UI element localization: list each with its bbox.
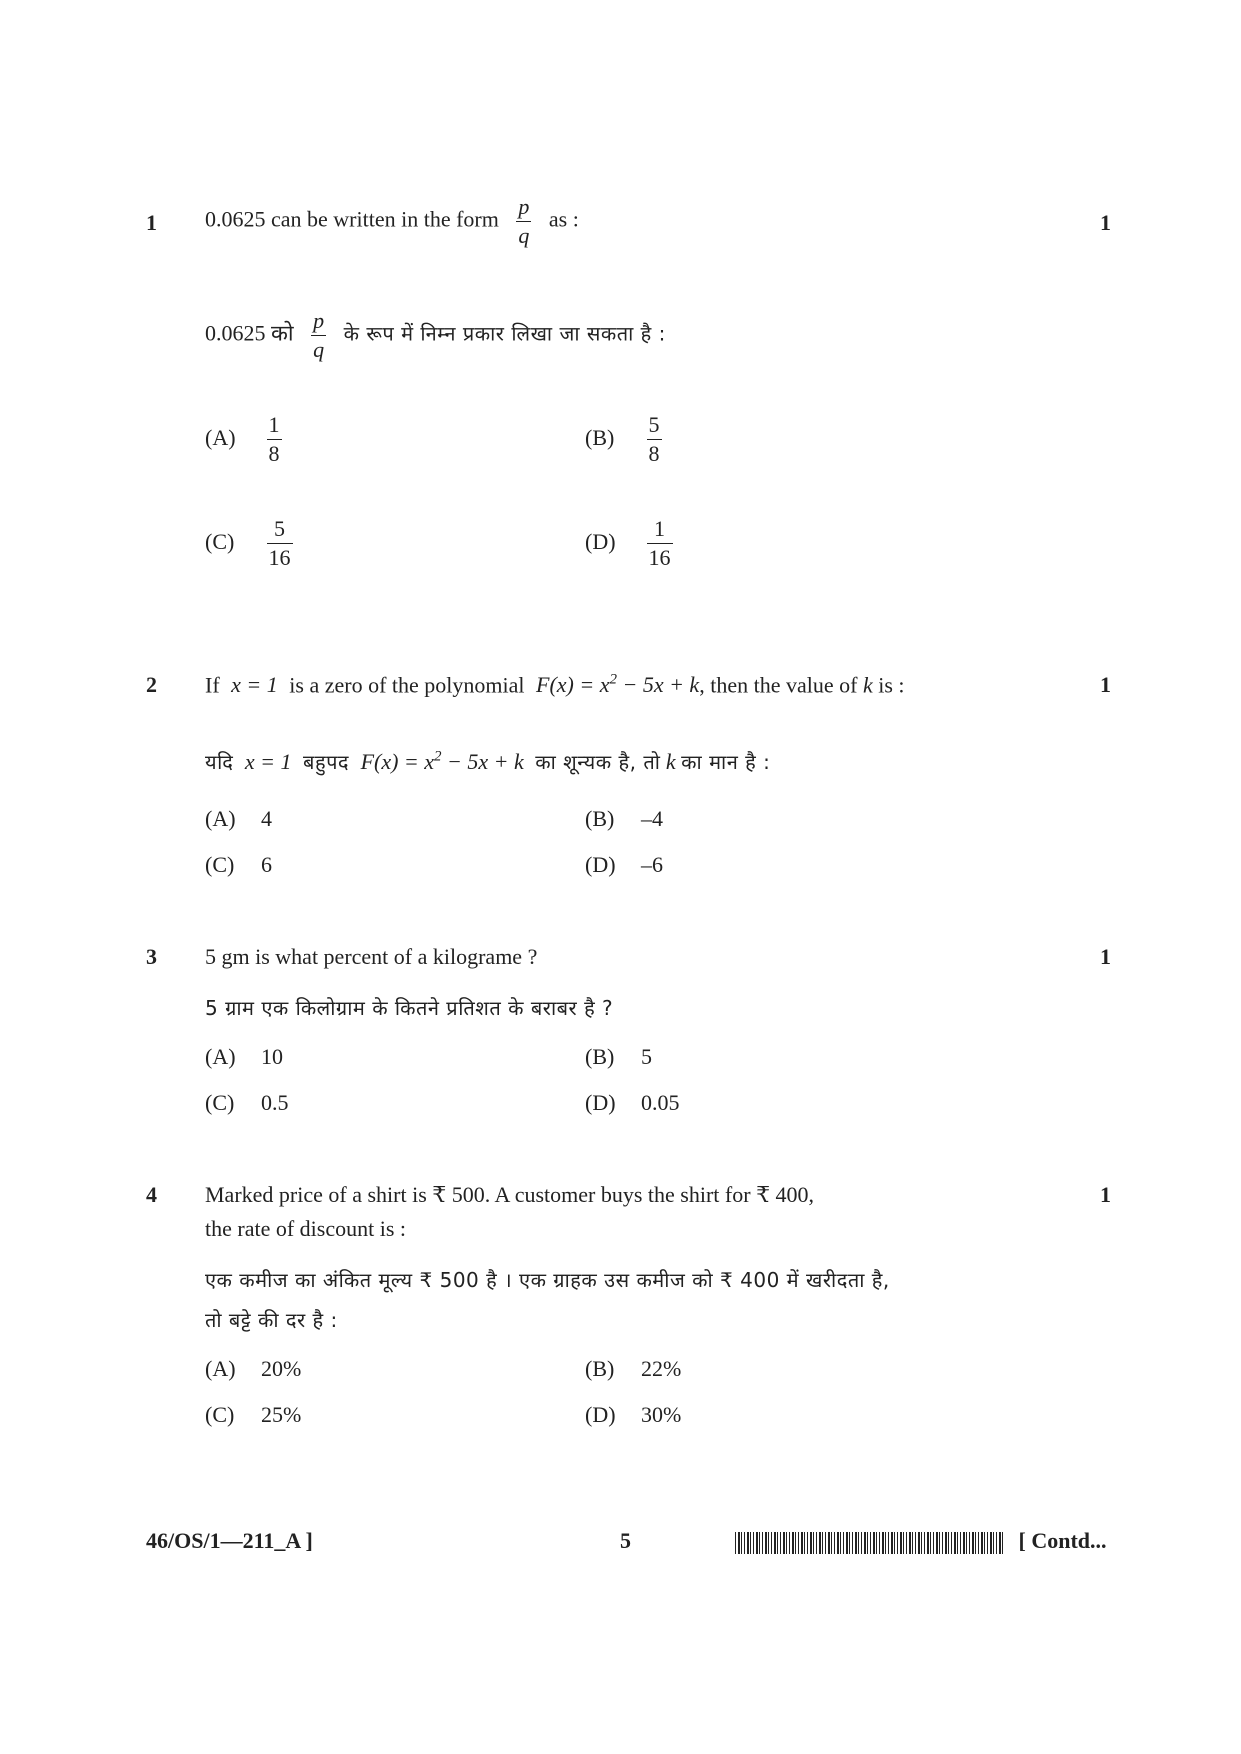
poly-exponent: 2	[434, 748, 442, 765]
option-label: (C)	[205, 852, 235, 877]
question-text: , then the value of	[699, 672, 858, 698]
option-label: (C)	[205, 1402, 235, 1427]
footer-right	[735, 1528, 1107, 1554]
math-variable: k	[862, 672, 873, 698]
option-label: (D)	[585, 852, 616, 877]
question-text: is a zero of the polynomial	[289, 672, 525, 698]
question-text: का मान है :	[681, 750, 771, 774]
fraction-numerator: p	[313, 308, 325, 333]
option-label: (D)	[585, 1090, 616, 1115]
question-text: के रूप में निम्न प्रकार लिखा जा सकता है :	[343, 321, 666, 346]
fraction-numerator: p	[518, 194, 530, 219]
option-label: (B)	[585, 806, 615, 831]
math-condition: x = 1	[244, 749, 292, 774]
option-fraction	[647, 518, 673, 569]
paper-code: 46/OS/1—211_A ]	[146, 1528, 313, 1553]
option-value: 22%	[641, 1356, 682, 1381]
math-variable: k	[665, 749, 676, 774]
question-number: 4	[146, 1182, 157, 1207]
question-text: is :	[878, 672, 905, 698]
fraction-p-over-q	[311, 310, 326, 361]
fraction-p-over-q	[516, 196, 531, 247]
option-value: –6	[641, 852, 663, 877]
question-number: 3	[146, 944, 157, 969]
option-label: (D)	[585, 528, 616, 554]
question-text-en: Marked price of a shirt is ₹ 500. A customer buys the shirt for ₹ 400,	[205, 1182, 815, 1207]
question-number: 1	[146, 210, 157, 235]
option-value: 6	[261, 852, 272, 877]
option-label: (B)	[585, 1044, 615, 1069]
option-d[interactable]	[585, 852, 663, 878]
fraction-numerator: 5	[274, 516, 285, 541]
page-number: 5	[620, 1528, 631, 1553]
fraction-denominator: q	[313, 337, 325, 362]
option-fraction	[267, 414, 282, 465]
question-text-en: 5 gm is what percent of a kilograme ?	[205, 944, 538, 969]
option-c[interactable]	[205, 1090, 289, 1116]
option-label: (A)	[205, 1044, 236, 1069]
option-value: 4	[261, 806, 272, 831]
option-a[interactable]	[205, 1044, 283, 1070]
option-label: (A)	[205, 1356, 236, 1381]
option-b[interactable]	[585, 806, 663, 832]
fraction-numerator: 5	[648, 412, 660, 437]
option-value: 5	[641, 1044, 652, 1069]
question-text-hi	[205, 310, 666, 361]
fraction-numerator: 1	[268, 412, 280, 437]
option-a[interactable]	[205, 806, 272, 832]
option-c[interactable]	[205, 852, 272, 878]
poly-lhs: F(x) = x	[536, 672, 610, 698]
option-label: (C)	[205, 1090, 235, 1115]
option-b[interactable]	[585, 1044, 652, 1070]
fraction-denominator: 16	[648, 545, 671, 570]
math-condition: x = 1	[231, 672, 278, 698]
option-value: 20%	[261, 1356, 302, 1381]
question-text: बहुपद	[303, 750, 350, 774]
option-d[interactable]	[585, 1090, 680, 1116]
question-marks: 1	[1100, 672, 1111, 697]
poly-exponent: 2	[609, 672, 617, 688]
option-label: (A)	[205, 424, 236, 450]
question-text-hi: तो बट्टे की दर है :	[205, 1308, 338, 1332]
question-text: यदि	[205, 750, 234, 774]
question-text-en: the rate of discount is :	[205, 1216, 407, 1241]
question-text: as :	[548, 206, 579, 232]
fraction-denominator: q	[518, 223, 530, 248]
question-text: 0.0625 can be written in the form	[205, 206, 499, 232]
option-c[interactable]	[205, 518, 293, 569]
question-text: का शून्यक है, तो	[535, 750, 661, 774]
option-value: 30%	[641, 1402, 682, 1427]
option-value: 25%	[261, 1402, 302, 1427]
math-polynomial	[361, 749, 524, 774]
option-label: (B)	[585, 424, 615, 450]
option-c[interactable]	[205, 1402, 301, 1428]
fraction-numerator: 1	[654, 516, 665, 541]
question-text: If	[205, 672, 220, 698]
option-value: 10	[261, 1044, 283, 1069]
contd-label: [ Contd...	[1018, 1528, 1107, 1553]
question-text-hi	[205, 748, 770, 775]
option-label: (D)	[585, 1402, 616, 1427]
question-marks: 1	[1100, 944, 1111, 969]
barcode-icon	[735, 1532, 1005, 1554]
poly-lhs: F(x) = x	[360, 749, 435, 774]
option-a[interactable]	[205, 1356, 301, 1382]
option-d[interactable]	[585, 518, 673, 569]
question-text: 0.0625 को	[205, 320, 294, 346]
question-text-en	[205, 196, 579, 247]
option-b[interactable]	[585, 414, 662, 465]
option-value: 0.05	[641, 1090, 680, 1115]
poly-rhs: − 5x + k	[441, 749, 524, 774]
option-b[interactable]	[585, 1356, 681, 1382]
option-label: (B)	[585, 1356, 615, 1381]
fraction-denominator: 8	[648, 441, 660, 466]
option-d[interactable]	[585, 1402, 681, 1428]
question-number: 2	[146, 672, 157, 697]
question-marks: 1	[1100, 210, 1111, 235]
option-label: (C)	[205, 528, 235, 554]
option-value: –4	[641, 806, 663, 831]
poly-rhs: − 5x + k	[616, 672, 700, 698]
math-polynomial	[536, 672, 699, 697]
option-label: (A)	[205, 806, 236, 831]
question-text-en	[205, 672, 905, 698]
question-marks: 1	[1100, 1182, 1111, 1207]
option-value: 0.5	[261, 1090, 289, 1115]
option-fraction	[647, 414, 662, 465]
option-fraction	[267, 518, 293, 569]
fraction-denominator: 16	[268, 545, 291, 570]
fraction-denominator: 8	[268, 441, 280, 466]
option-a[interactable]	[205, 414, 282, 465]
question-text-hi: एक कमीज का अंकित मूल्य ₹ 500 है । एक ग्राहक उस कमीज को ₹ 400 में खरीदता है,	[205, 1268, 890, 1292]
question-text-hi: 5 ग्राम एक किलोग्राम के कितने प्रतिशत के बराबर है ?	[205, 996, 614, 1020]
